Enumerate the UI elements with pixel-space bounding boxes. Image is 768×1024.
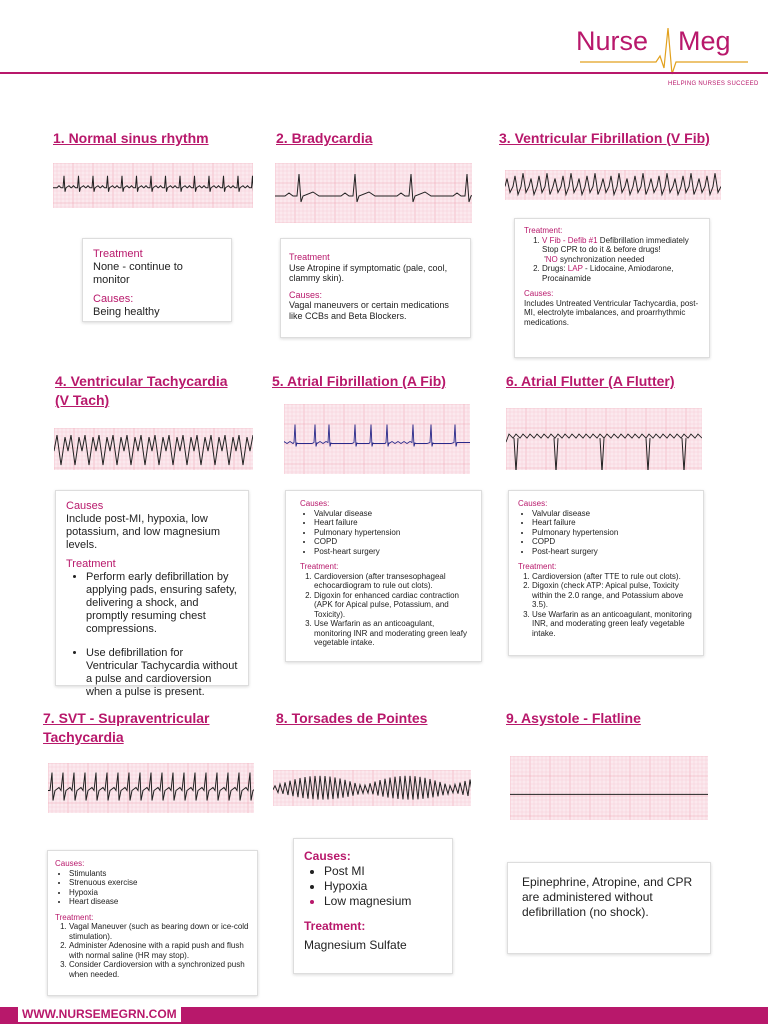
rhythm-9-card bbox=[507, 862, 711, 954]
logo-meg-text: Meg bbox=[678, 26, 731, 56]
causes-label: Causes: bbox=[304, 849, 351, 863]
ecg-svt-strip bbox=[48, 763, 254, 813]
cause-item: • COPD bbox=[314, 537, 467, 547]
rhythm-8-title: 8. Torsades de Pointes bbox=[276, 710, 428, 726]
treatment-text: Use Atropine if symptomatic (pale, cool, clammy skin). bbox=[289, 262, 448, 283]
rhythm-2-card bbox=[280, 238, 471, 338]
treatment-steps bbox=[518, 572, 694, 639]
causes-label: Causes: bbox=[300, 499, 330, 508]
rhythm-1-card bbox=[82, 238, 232, 322]
causes-list bbox=[304, 864, 442, 909]
causes-list bbox=[300, 509, 467, 557]
treatment-step: 1. V Fib - Defib #1 Defibrillation immediately Stop CPR to do it & before drugs! 'NO synchronization needed bbox=[542, 236, 700, 265]
cause-item: • Pulmonary hypertension bbox=[314, 528, 467, 538]
causes-text: Include post-MI, hypoxia, low potassium, and low magnesium levels. bbox=[66, 513, 221, 551]
rhythm-6-title: 6. Atrial Flutter (A Flutter) bbox=[506, 373, 675, 389]
website-link[interactable]: WWW.NURSEMEGRN.COM bbox=[18, 1006, 181, 1022]
rhythm-4-title: 4. Ventricular Tachycardia (V Tach) bbox=[55, 373, 228, 408]
causes-list bbox=[518, 509, 694, 557]
ecg-aflutter-strip bbox=[506, 408, 702, 470]
cause-item: • Valvular disease bbox=[532, 509, 694, 519]
ecg-vtach-strip bbox=[54, 428, 253, 470]
causes-text: Vagal maneuvers or certain medications like CCBs and Beta Blockers. bbox=[289, 300, 449, 321]
treatment-step: 2. Drugs: LAP - Lidocaine, Amiodarone, Procainamide bbox=[542, 264, 700, 283]
cause-item: • Hypoxia bbox=[69, 888, 250, 898]
treatment-label: Treatment bbox=[289, 252, 330, 262]
treatment-step: 1. Vagal Maneuver (such as bearing down or ice-cold stimulation). bbox=[69, 922, 250, 941]
logo-nurse-text: Nurse bbox=[576, 26, 649, 56]
treatment-step: 3. Consider Cardioversion with a synchronized push when needed. bbox=[69, 960, 250, 979]
treatment-label: Treatment: bbox=[55, 912, 94, 922]
causes-text: Includes Untreated Ventricular Tachycardia, post-MI, electrolyte imbalances, and proarrhythmic medications. bbox=[524, 298, 699, 327]
rhythm-5-card bbox=[285, 490, 482, 662]
rhythm-3-card bbox=[514, 218, 710, 358]
treatment-label: Treatment bbox=[93, 248, 143, 260]
cause-item: • Heart failure bbox=[532, 518, 694, 528]
treatment-step: 1. Cardioversion (after transesophageal echocardiogram to rule out clots). bbox=[314, 572, 467, 591]
treatment-text: None - continue to monitor bbox=[93, 261, 183, 286]
heartbeat-logo-icon bbox=[576, 24, 752, 76]
treatment-steps bbox=[300, 572, 467, 648]
treatment-step: 3. Use Warfarin as an anticoagulant, monitoring INR, and moderating green leafy vegetable intake. bbox=[532, 610, 694, 639]
treatment-step: 1. Cardioversion (after TTE to rule out clots). bbox=[532, 572, 694, 582]
header-divider bbox=[0, 72, 768, 74]
ecg-normal-sinus-strip bbox=[53, 163, 253, 208]
rhythm-2-title: 2. Bradycardia bbox=[276, 130, 373, 146]
cause-item: • Stimulants bbox=[69, 869, 250, 879]
treatment-label: Treatment: bbox=[524, 226, 563, 235]
treatment-bullet: • Use defibrillation for Ventricular Tachycardia without a pulse and cardioversion when a pulse is present. bbox=[86, 647, 238, 699]
treatment-step: 2. Digoxin (check ATP: Apical pulse, Toxicity within the 2.0 range, and Potassium above 3.5). bbox=[532, 581, 694, 610]
causes-label: Causes: bbox=[524, 289, 554, 298]
rhythm-5-title: 5. Atrial Fibrillation (A Fib) bbox=[272, 373, 446, 389]
rhythm-4-card bbox=[55, 490, 249, 698]
cause-item: • Post-heart surgery bbox=[532, 547, 694, 557]
cause-item: • Pulmonary hypertension bbox=[532, 528, 694, 538]
cause-item: • Strenuous exercise bbox=[69, 878, 250, 888]
ecg-bradycardia-strip bbox=[275, 163, 472, 223]
treatment-label: Treatment bbox=[66, 558, 116, 570]
ecg-asystole-strip bbox=[510, 756, 708, 820]
rhythm-7-title: 7. SVT - Supraventricular Tachycardia bbox=[43, 710, 210, 745]
cause-item: • Post-heart surgery bbox=[314, 547, 467, 557]
treatment-steps bbox=[55, 922, 250, 979]
treatment-bullet: • Perform early defibrillation by applying pads, ensuring safety, delivering a shock, and promptly resuming chest compressions. bbox=[86, 571, 238, 636]
cause-item: • Post MI bbox=[324, 864, 442, 879]
ecg-afib-strip bbox=[284, 404, 470, 474]
ecg-vfib-strip bbox=[505, 170, 721, 200]
causes-label: Causes: bbox=[55, 859, 85, 868]
cause-item: • COPD bbox=[532, 537, 694, 547]
treatment-step: 3. Use Warfarin as an anticoagulant, monitoring INR and moderating green leafy vegetable intake. bbox=[314, 619, 467, 648]
nurse-meg-logo bbox=[576, 24, 759, 87]
rhythm-1-title: 1. Normal sinus rhythm bbox=[53, 130, 209, 146]
rhythm-7-card bbox=[47, 850, 258, 996]
ecg-torsades-strip bbox=[273, 770, 471, 806]
rhythm-8-card bbox=[293, 838, 453, 974]
causes-label: Causes: bbox=[93, 293, 134, 305]
cause-item: • Heart disease bbox=[69, 897, 250, 907]
treatment-label: Treatment: bbox=[304, 919, 366, 933]
treatment-step: 2. Digoxin for enhanced cardiac contraction (APK for Apical pulse, Potassium, and Toxicity). bbox=[314, 591, 467, 620]
treatment-text: Epinephrine, Atropine, and CPR are administered without defibrillation (no shock). bbox=[522, 875, 693, 919]
rhythm-6-card bbox=[508, 490, 704, 656]
rhythm-9-title: 9. Asystole - Flatline bbox=[506, 710, 641, 726]
causes-text: Being healthy bbox=[93, 306, 160, 318]
cause-item: • Heart failure bbox=[314, 518, 467, 528]
causes-label: Causes bbox=[66, 500, 104, 512]
causes-label: Causes: bbox=[289, 289, 323, 300]
logo-tagline: HELPING NURSES SUCCEED bbox=[668, 81, 759, 87]
treatment-label: Treatment: bbox=[518, 562, 557, 571]
causes-label: Causes: bbox=[518, 499, 548, 508]
treatment-label: Treatment: bbox=[300, 562, 339, 571]
causes-list bbox=[55, 869, 250, 907]
rhythm-3-title: 3. Ventricular Fibrillation (V Fib) bbox=[499, 130, 710, 146]
cause-item: • Low magnesium bbox=[324, 894, 442, 909]
cause-item: • Valvular disease bbox=[314, 509, 467, 519]
cause-item: • Hypoxia bbox=[324, 879, 442, 894]
treatment-text: Magnesium Sulfate bbox=[304, 938, 407, 952]
treatment-step: 2. Administer Adenosine with a rapid push and flush with normal saline (HR may stop). bbox=[69, 941, 250, 960]
